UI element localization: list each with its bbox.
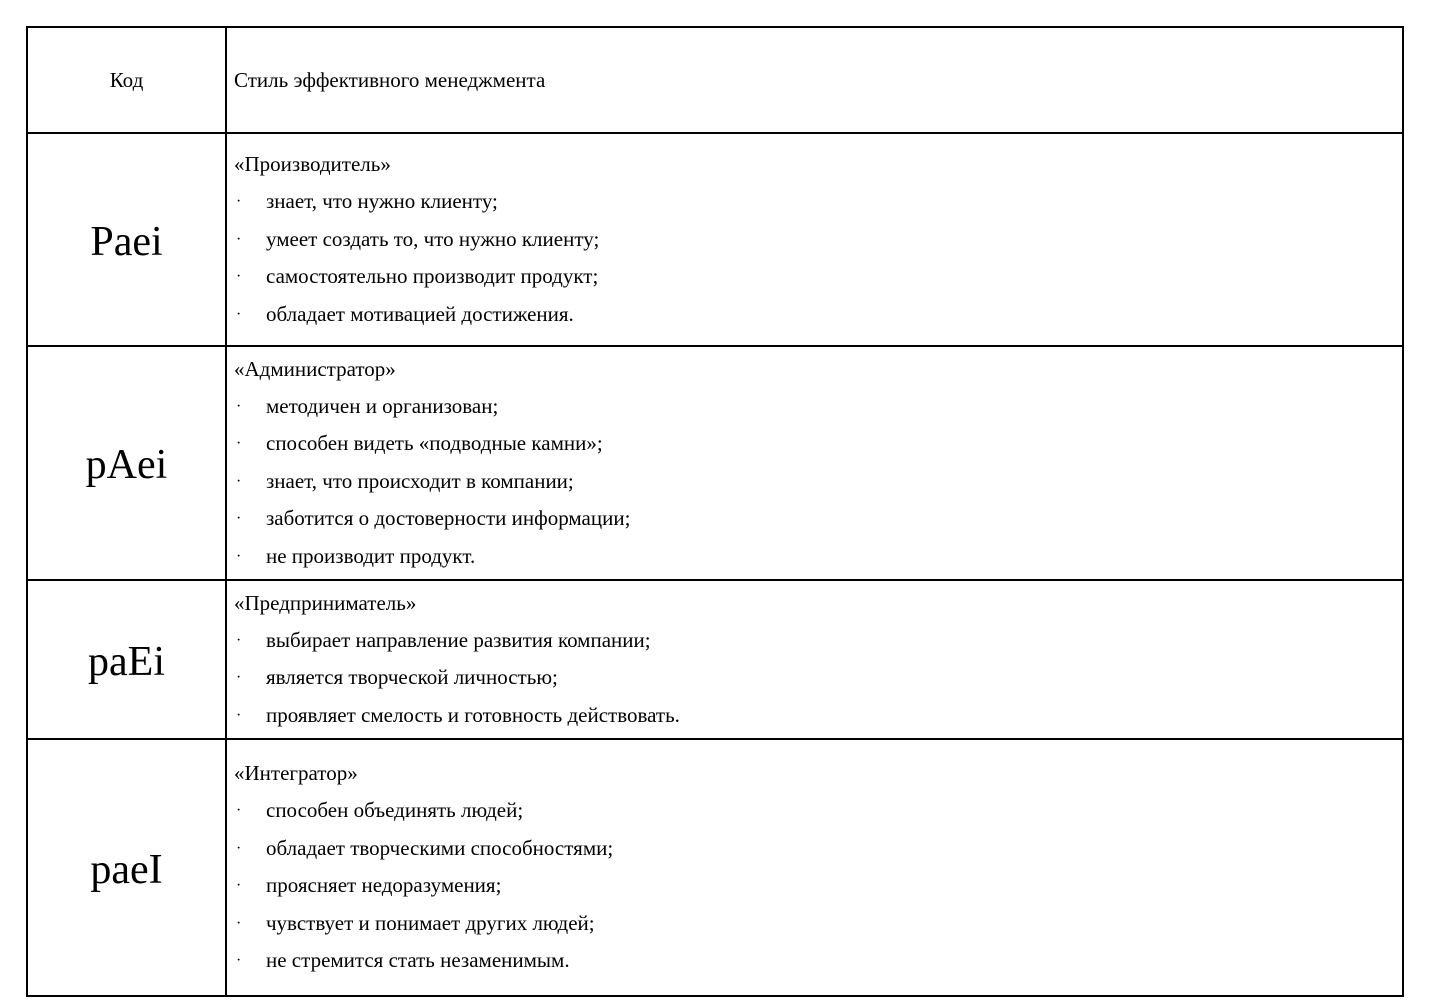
management-styles-table (26, 26, 1404, 997)
bullet-dot-icon: · (236, 268, 242, 285)
description-cell (226, 580, 1403, 739)
table-row-integrator (27, 739, 1403, 996)
style-column-header: Стиль эффективного менеджмента (226, 27, 1403, 133)
bullet-dot-icon: · (236, 802, 242, 820)
code-cell: paEi (27, 580, 226, 739)
bullet-dot-icon: · (236, 631, 242, 649)
trait-text: обладает творческими способностями; (266, 835, 614, 860)
bullet-dot-icon: · (236, 669, 242, 687)
trait-text: знает, что происходит в компании; (266, 468, 574, 493)
bullet-dot-icon: · (236, 472, 242, 490)
list-item (234, 622, 1402, 660)
bullet-dot-icon: · (236, 877, 242, 895)
trait-text: проявляет смелость и готовность действовать. (266, 702, 680, 727)
trait-text: умеет создать то, что нужно клиенту; (266, 226, 600, 251)
bullet-dot-icon: · (236, 397, 242, 415)
description-cell (226, 346, 1403, 580)
list-item (234, 697, 1402, 735)
trait-text: чувствует и понимает других людей; (266, 910, 595, 935)
role-name: «Предприниматель» (234, 590, 417, 615)
list-item (234, 296, 1402, 334)
list-item (234, 905, 1402, 943)
table-row-entrepreneur (27, 580, 1403, 739)
trait-text: способен объединять людей; (266, 798, 524, 823)
list-item (234, 425, 1402, 463)
list-item (234, 538, 1402, 576)
trait-text: выбирает направление развития компании; (266, 627, 651, 652)
trait-text: самостоятельно производит продукт; (266, 264, 599, 288)
bullet-dot-icon: · (236, 305, 242, 323)
bullet-dot-icon: · (236, 193, 242, 210)
bullet-dot-icon: · (236, 839, 242, 857)
table-row-administrator (27, 346, 1403, 580)
trait-text: способен видеть «подводные камни»; (266, 431, 603, 456)
description-cell (226, 133, 1403, 346)
table-header-row (27, 27, 1403, 133)
code-cell: paeI (27, 739, 226, 996)
list-item (234, 183, 1402, 221)
list-item (234, 388, 1402, 426)
list-item (234, 942, 1402, 980)
bullet-dot-icon: · (236, 952, 242, 970)
trait-text: является творческой личностью; (266, 665, 558, 690)
traits-list (234, 792, 1402, 980)
bullet-dot-icon: · (236, 547, 242, 565)
trait-text: заботится о достоверности информации; (266, 506, 631, 531)
trait-text: знает, что нужно клиенту; (266, 189, 498, 213)
code-cell: Paei (27, 133, 226, 346)
list-item (234, 830, 1402, 868)
code-cell: pAei (27, 346, 226, 580)
list-item (234, 463, 1402, 501)
trait-text: не производит продукт. (266, 543, 476, 568)
bullet-dot-icon: · (236, 230, 242, 248)
bullet-dot-icon: · (236, 914, 242, 932)
traits-list (234, 183, 1402, 333)
bullet-dot-icon: · (236, 435, 242, 453)
traits-list (234, 388, 1402, 576)
bullet-dot-icon: · (236, 706, 242, 724)
list-item (234, 659, 1402, 697)
role-name: «Производитель» (234, 152, 391, 176)
code-column-header: Код (27, 27, 226, 133)
bullet-dot-icon: · (236, 510, 242, 528)
list-item (234, 792, 1402, 830)
role-name: «Администратор» (234, 356, 396, 381)
description-cell (226, 739, 1403, 996)
list-item (234, 258, 1402, 296)
list-item (234, 221, 1402, 259)
list-item (234, 500, 1402, 538)
list-item (234, 867, 1402, 905)
trait-text: проясняет недоразумения; (266, 873, 502, 898)
trait-text: не стремится стать незаменимым. (266, 948, 570, 973)
trait-text: обладает мотивацией достижения. (266, 301, 574, 326)
table-row-producer (27, 133, 1403, 346)
role-name: «Интегратор» (234, 761, 358, 786)
trait-text: методичен и организован; (266, 393, 499, 418)
traits-list (234, 622, 1402, 735)
